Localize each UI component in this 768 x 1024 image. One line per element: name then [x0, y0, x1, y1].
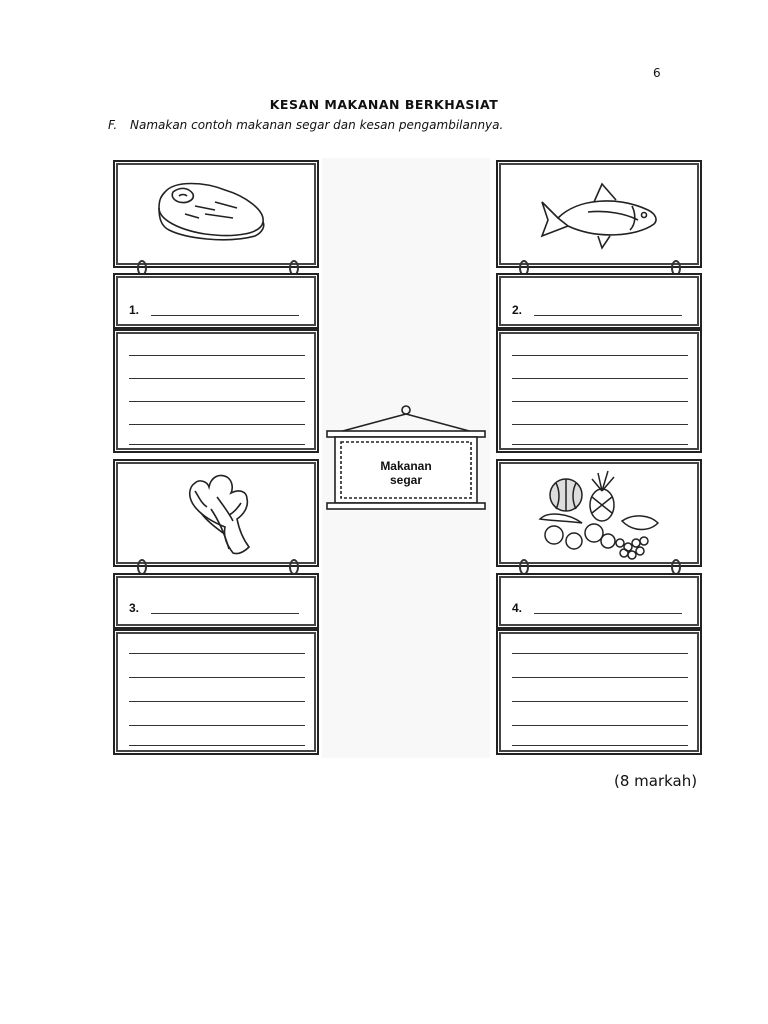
card-2-image-box — [496, 160, 702, 268]
card-3-number: 3. — [129, 601, 140, 615]
answer-line[interactable] — [129, 745, 305, 746]
answer-line[interactable] — [512, 378, 688, 379]
answer-line[interactable] — [512, 444, 688, 445]
answer-line[interactable] — [129, 653, 305, 654]
card-4-image-box — [496, 459, 702, 567]
card-2-number: 2. — [512, 303, 523, 317]
answer-line[interactable] — [129, 677, 305, 678]
answer-line[interactable] — [512, 677, 688, 678]
answer-line[interactable] — [129, 401, 305, 402]
worksheet-title: KESAN MAKANAN BERKHASIAT — [269, 97, 499, 112]
hanging-sign-frame — [325, 402, 487, 514]
answer-line[interactable] — [129, 424, 305, 425]
card-2-name-box — [496, 273, 702, 329]
card-4-name-line[interactable] — [534, 613, 682, 614]
card-1-name-box — [113, 273, 319, 329]
card-1-image-box — [113, 160, 319, 268]
card-1-name-line[interactable] — [151, 315, 299, 316]
card-3-image-box — [113, 459, 319, 567]
answer-line[interactable] — [129, 725, 305, 726]
meat-icon — [115, 162, 321, 270]
answer-line[interactable] — [129, 378, 305, 379]
card-1-answer-box — [113, 329, 319, 453]
answer-line[interactable] — [129, 701, 305, 702]
vegetable-icon — [115, 461, 321, 569]
answer-line[interactable] — [129, 444, 305, 445]
question-letter: F. — [108, 118, 118, 132]
answer-line[interactable] — [512, 701, 688, 702]
card-2-answer-box — [496, 329, 702, 453]
question-text: Namakan contoh makanan segar dan kesan pengambilannya. — [130, 118, 504, 132]
answer-line[interactable] — [512, 424, 688, 425]
center-sign-label — [341, 459, 471, 487]
card-3-name-box — [113, 573, 319, 629]
answer-line[interactable] — [512, 653, 688, 654]
card-4-answer-box — [496, 629, 702, 755]
card-2-name-line[interactable] — [534, 315, 682, 316]
fish-icon — [498, 162, 704, 270]
card-3-answer-box — [113, 629, 319, 755]
answer-line[interactable] — [129, 355, 305, 356]
card-1-number: 1. — [129, 303, 140, 317]
card-4-number: 4. — [512, 601, 523, 615]
fruits-icon — [498, 461, 704, 569]
center-sign-line2: segar — [389, 473, 423, 487]
answer-line[interactable] — [512, 355, 688, 356]
answer-line[interactable] — [512, 401, 688, 402]
answer-line[interactable] — [512, 745, 688, 746]
card-3-name-line[interactable] — [151, 613, 299, 614]
answer-line[interactable] — [512, 725, 688, 726]
marks-label: (8 markah) — [614, 772, 698, 790]
page-number: 6 — [653, 66, 661, 80]
card-4-name-box — [496, 573, 702, 629]
center-sign-line1: Makanan — [380, 459, 432, 473]
